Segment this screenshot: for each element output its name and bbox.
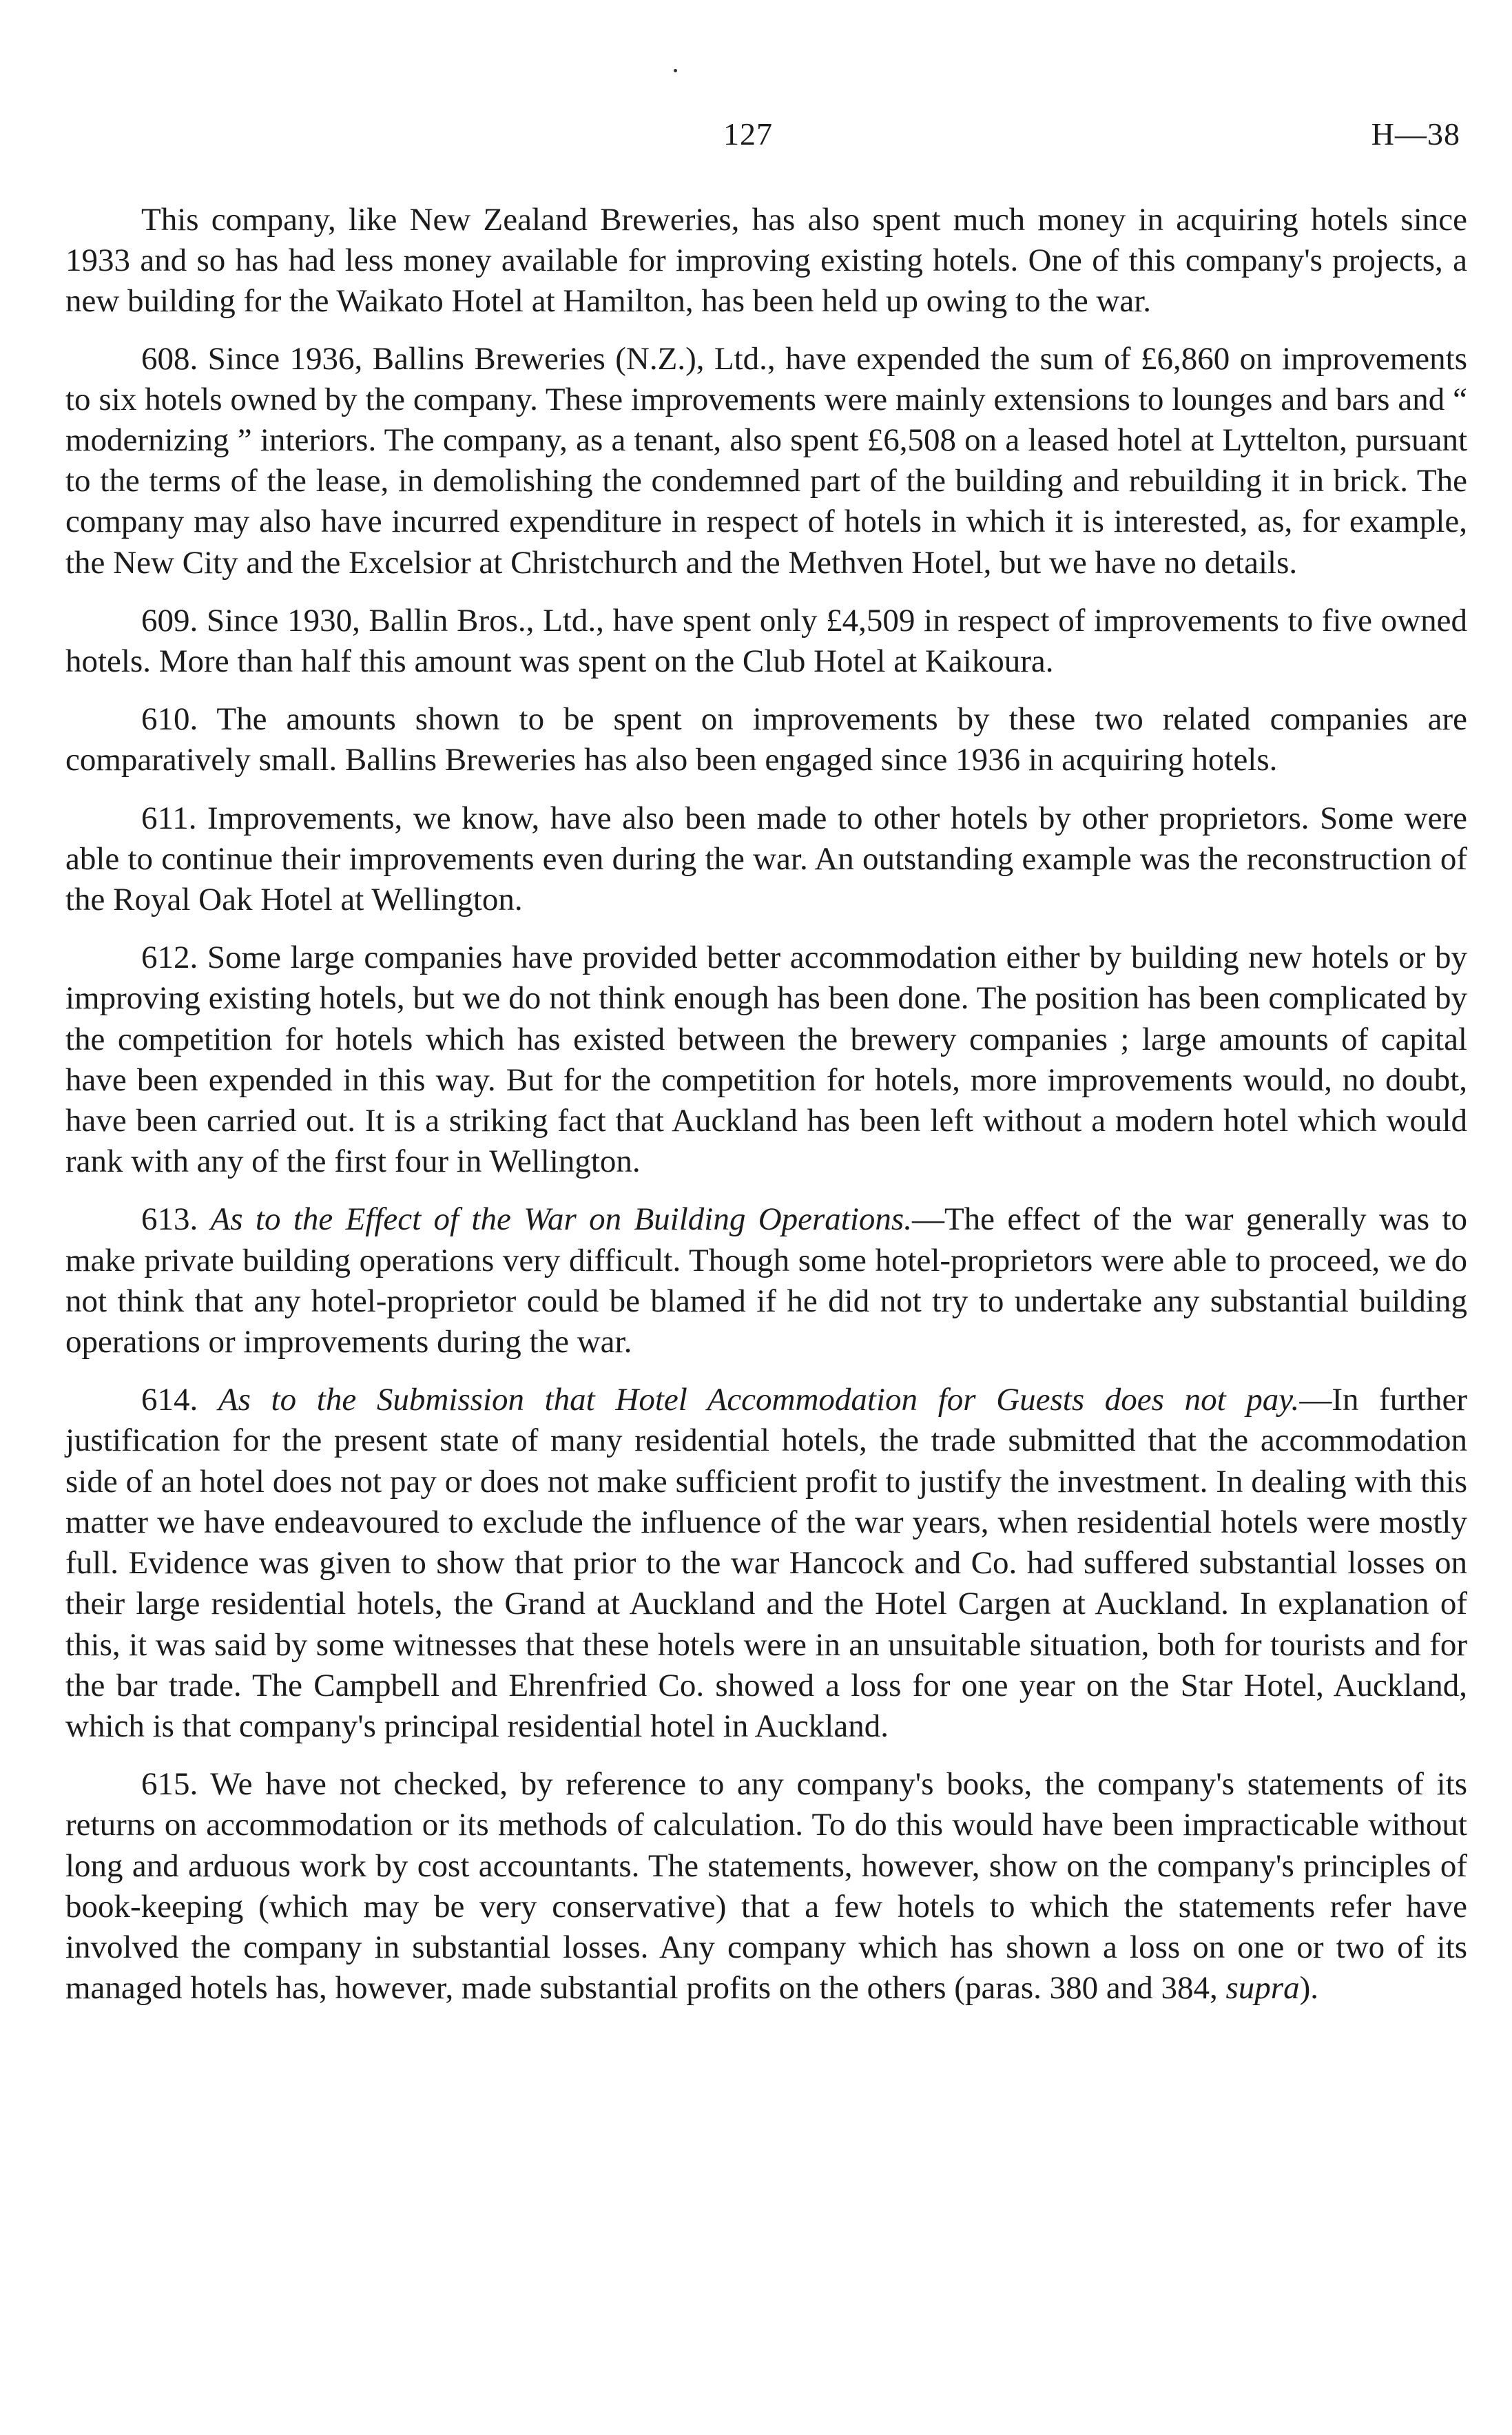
paragraph-611: 611. Improvements, we know, have also been made to other hotels by other proprietors. Some were able to continue their improvements even during the war. An outstanding example was the reconstruction of the Royal Oak Hotel at Wellington. (65, 800, 1467, 918)
page-header (0, 110, 1512, 158)
paragraph-tail: ). (1299, 1970, 1318, 2007)
paragraph-number: 614. (141, 1382, 198, 1418)
paragraph-intro: This company, like New Zealand Breweries, has also spent much money in acquiring hotels since 1933 and so has had less money available for improving existing hotels. One of this company's projects, a new building for the Waikato Hotel at Hamilton, has been held up owing to the war. (65, 202, 1467, 320)
body-text (65, 200, 1467, 2018)
paragraph-body: —The effect of the war generally was to make private building operations very difficult. Though some hotel-proprietors were able to proceed, we do not think that any hotel-proprietor could be blamed if he did not try to undertake any substantial building operations or improvements during the war. (65, 1201, 1467, 1360)
paragraph-610: 610. The amounts shown to be spent on improvements by these two related companies are comparatively small. Ballins Breweries has also been engaged since 1936 in acquiring hotels. (65, 701, 1467, 778)
paragraph-body: —In further justification for the present state of many residential hotels, the trade submitted that the accommodation side of an hotel does not pay or does not make sufficient profit to justify the investment. In dealing with this matter we have endeavoured to exclude the influence of the war years, when residential hotels were mostly full. Evidence was given to show that prior to the war Hancock and Co. had suffered substantial losses on their large residential hotels, the Grand at Auckland and the Hotel Cargen at Auckland. In explanation of this, it was said by some witnesses that these hotels were in an unsuitable situation, both for tourists and for the bar trade. The Campbell and Ehrenfried Co. showed a loss for one year on the Star Hotel, Auckland, which is that company's principal residential hotel in Auckland. (65, 1382, 1467, 1744)
section-heading: As to the Effect of the War on Building Operations. (210, 1201, 912, 1238)
paragraph-615 (65, 1764, 1467, 2009)
print-speck (674, 69, 677, 72)
paragraph-609: 609. Since 1930, Ballin Bros., Ltd., have spent only £4,509 in respect of improvements to five owned hotels. More than half this amount was spent on the Club Hotel at Kaikoura. (65, 602, 1467, 680)
section-heading: As to the Submission that Hotel Accommodation for Guests does not pay. (218, 1382, 1300, 1418)
paragraph-body: 615. We have not checked, by reference to any company's books, the company's statements of its returns on accommodation or its methods of calculation. To do this would have been impracticable without long and arduous work by cost accountants. The statements, however, show on the company's principles of book-keeping (which may be very conservative) that a few hotels to which the statements refer have involved the company in substantial losses. Any company which has shown a loss on one or two of its managed hotels has, however, made substantial profits on the others (paras. 380 and 384, (65, 1766, 1467, 2007)
paragraph-614 (65, 1380, 1467, 1747)
paragraph-612: 612. Some large companies have provided better accommodation either by building new hotels or by improving existing hotels, but we do not think enough has been done. The position has been complicated by the competition for hotels which has existed between the brewery companies ; large amounts of capital have been expended in this way. But for the competition for hotels, more improvements would, no doubt, have been carried out. It is a striking fact that Auckland has been left without a modern hotel which would rank with any of the first four in Wellington. (65, 940, 1467, 1180)
paragraph-613 (65, 1199, 1467, 1362)
citation-italic: supra (1225, 1970, 1300, 2007)
document-reference: H—38 (1371, 116, 1460, 152)
page-number: 127 (723, 116, 773, 152)
paragraph-number: 613. (141, 1201, 198, 1238)
paragraph-608: 608. Since 1936, Ballins Breweries (N.Z.), Ltd., have expended the sum of £6,860 on improvements to six hotels owned by the company. These improvements were mainly extensions to lounges and bars and “ modernizing ” interiors. The company, as a tenant, also spent £6,508 on a leased hotel at Lyttelton, pursuant to the terms of the lease, in demolishing the condemned part of the building and rebuilding it in brick. The company may also have incurred expenditure in respect of hotels in which it is interested, as, for example, the New City and the Excelsior at Christchurch and the Methven Hotel, but we have no details. (65, 340, 1467, 581)
